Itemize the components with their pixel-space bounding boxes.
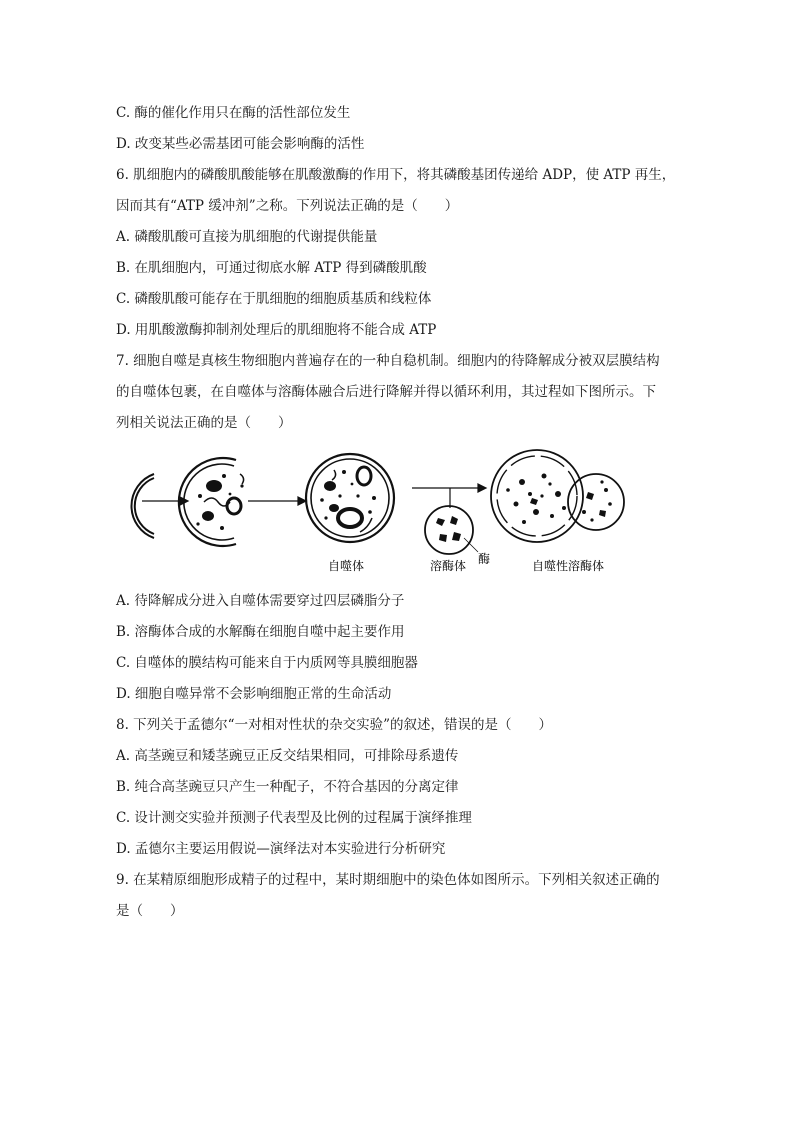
- q6-option-c: C. 磷酸肌酸可能存在于肌细胞的细胞质基质和线粒体: [116, 291, 432, 307]
- autolysosome: [491, 450, 624, 542]
- lysosome: [425, 506, 473, 554]
- engulfing-membrane: [179, 458, 244, 546]
- q6-stem-line-2: 因而其有“ATP 缓冲剂”之称。下列说法正确的是（ ）: [116, 198, 459, 214]
- q7-option-b: B. 溶酶体合成的水解酶在细胞自噬中起主要作用: [116, 624, 405, 640]
- q7-stem-line-1: 7. 细胞自噬是真核生物细胞内普遍存在的一种自稳机制。细胞内的待降解成分被双层膜结构: [116, 353, 660, 369]
- q7-option-a: A. 待降解成分进入自噬体需要穿过四层磷脂分子: [116, 593, 405, 609]
- q5-option-d: D. 改变某些必需基团可能会影响酶的活性: [116, 136, 365, 152]
- q9-stem-line-1: 9. 在某精原细胞形成精子的过程中，某时期细胞中的染色体如图所示。下列相关叙述正确的: [116, 872, 660, 888]
- q8-option-d: D. 孟德尔主要运用假说—演绎法对本实验进行分析研究: [116, 841, 446, 857]
- q6-stem-line-1: 6. 肌细胞内的磷酸肌酸能够在肌酸激酶的作用下，将其磷酸基团传递给 ADP，使 ATP 再生，: [116, 167, 676, 183]
- q7-option-c: C. 自噬体的膜结构可能来自于内质网等具膜细胞器: [116, 655, 418, 671]
- q6-option-d: D. 用肌酸激酶抑制剂处理后的肌细胞将不能合成 ATP: [116, 322, 437, 338]
- label-enzyme: 酶: [478, 552, 491, 566]
- q7-stem-line-3: 列相关说法正确的是（ ）: [116, 415, 292, 431]
- q8-option-c: C. 设计测交实验并预测子代表型及比例的过程属于演绎推理: [116, 810, 472, 826]
- q8-option-a: A. 高茎豌豆和矮茎豌豆正反交结果相同，可排除母系遗传: [116, 748, 459, 764]
- q6-option-a: A. 磷酸肌酸可直接为肌细胞的代谢提供能量: [116, 229, 378, 245]
- label-lysosome: 溶酶体: [430, 559, 467, 573]
- q8-stem: 8. 下列关于孟德尔“一对相对性状的杂交实验”的叙述，错误的是（ ）: [116, 717, 552, 733]
- phagophore-crescent: [131, 474, 154, 538]
- q8-option-b: B. 纯合高茎豌豆只产生一种配子，不符合基因的分离定律: [116, 779, 459, 795]
- q6-option-b: B. 在肌细胞内，可通过彻底水解 ATP 得到磷酸肌酸: [116, 260, 427, 276]
- q7-option-d: D. 细胞自噬异常不会影响细胞正常的生命活动: [116, 686, 392, 702]
- arrow-1: [142, 497, 188, 505]
- arrow-3: [412, 484, 486, 508]
- q7-stem-line-2: 的自噬体包裹，在自噬体与溶酶体融合后进行降解并得以循环利用，其过程如下图所示。下: [116, 384, 656, 400]
- label-autolysosome: 自噬性溶酶体: [532, 559, 605, 573]
- label-autophagosome: 自噬体: [328, 559, 365, 573]
- q9-stem-line-2: 是（ ）: [116, 903, 184, 919]
- arrow-2: [248, 497, 306, 505]
- autophagosome: [306, 454, 394, 542]
- q5-option-c: C. 酶的催化作用只在酶的活性部位发生: [116, 105, 351, 121]
- autophagy-process-figure: [112, 446, 642, 580]
